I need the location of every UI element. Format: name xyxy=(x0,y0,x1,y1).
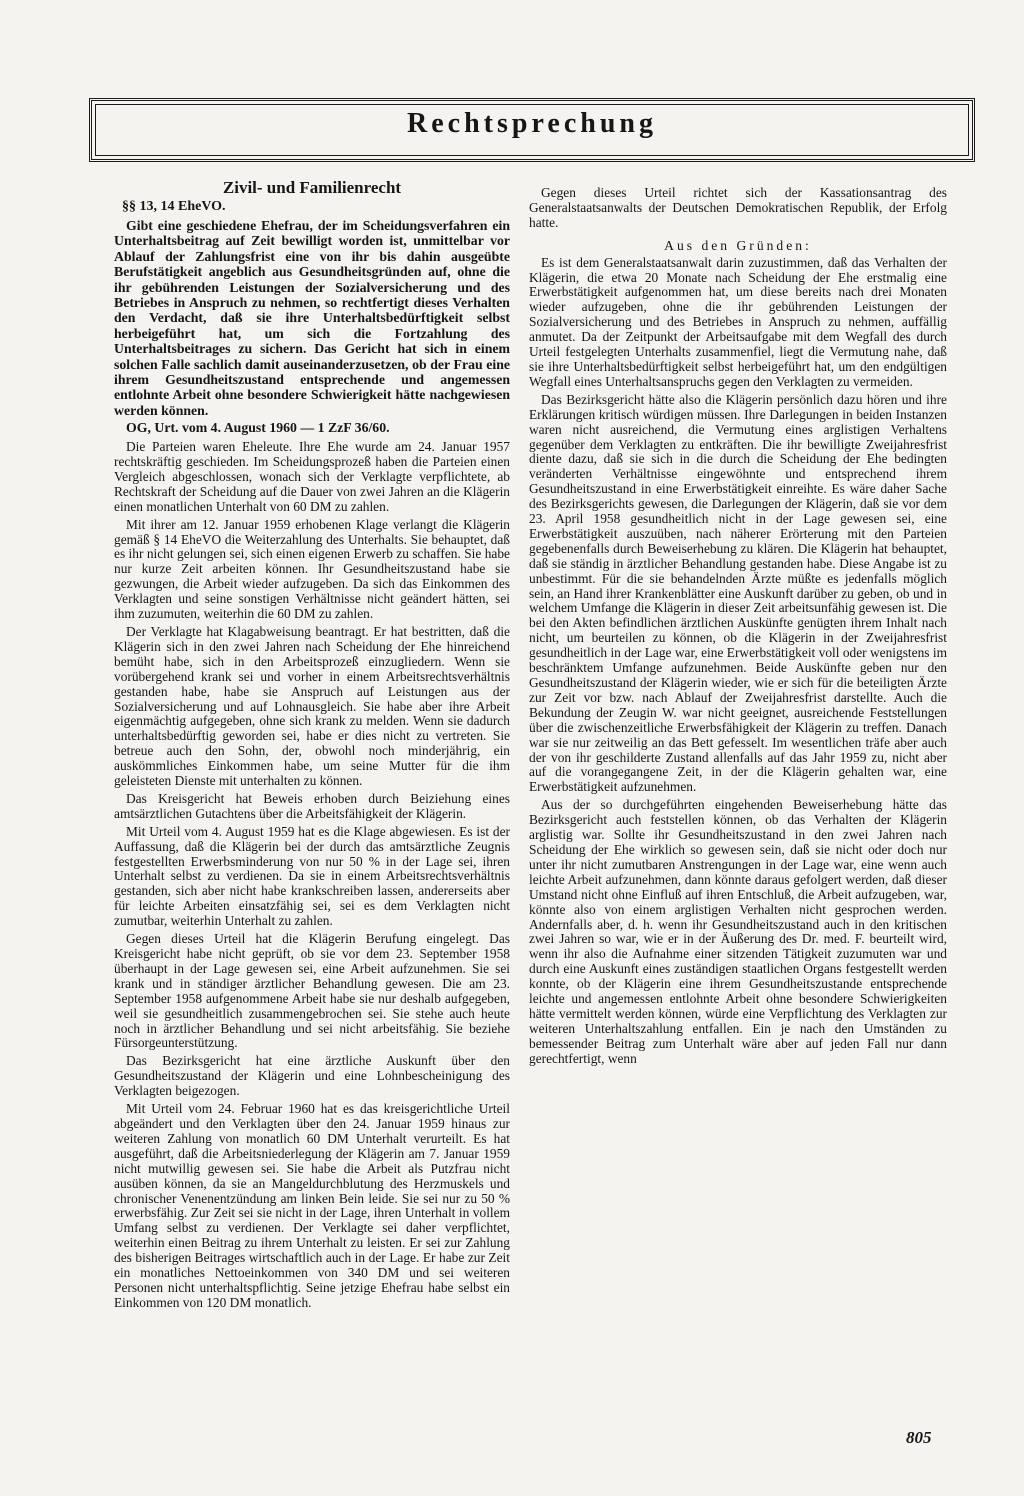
body-paragraph: Mit ihrer am 12. Januar 1959 erhobenen Klage verlangt die Klägerin gemäß § 14 EheVO die Weiterzahlung des Unterhalts. Sie behauptet, daß es ihr nicht gelungen sei, sich einen eigenen Erwerb zu schaffen. Sie habe nur kurze Zeit arbeiten können. Ihr Gesundheitszustand habe sie gezwungen, die Arbeit wieder aufzugeben. Da sich das Einkommen des Verklagten und seine sonstigen Verhältnisse nicht geändert hätten, sei ihm zuzumuten, weiterhin die 60 DM zu zahlen. xyxy=(114,516,510,622)
law-reference: §§ 13, 14 EheVO. xyxy=(122,199,226,214)
section-heading: Zivil- und Familienrecht xyxy=(222,178,402,197)
body-paragraph: Es ist dem Generalstaatsanwalt darin zuzustimmen, daß das Verhalten der Klägerin, die etwa 20 Monate nach Scheidung der Ehe erstmalig eine Erwerbstätigkeit aufgenommen hat, um diese bereits nach drei Monaten wieder aufzugeben, ohne die ihr gebührenden Leistungen der Sozialversicherung und des Betriebes in Anspruch zu nehmen, auffällig anmutet. Da der Zeitpunkt der Arbeitsaufgabe mit dem Wegfall des durch Urteil festgelegten Unterhalts zusammenfiel, liegt die Vermutung nahe, daß sie ihre Unterhaltsbedürftigkeit selbst herbeigeführt hat, um den endgültigen Wegfall eines Unterhaltsanspruchs gegen den Verklagten zu vermeiden. xyxy=(529,254,947,389)
body-paragraph: Mit Urteil vom 4. August 1959 hat es die Klage abgewiesen. Es ist der Auffassung, daß die Klägerin bei der durch das amtsärztliche Zeugnis festgestellten Erwerbsminderung von nur 50 % in der Lage sei, ihren Unterhalt selbst zu verdienen. Da sie in einem Arbeitsrechtsverhältnis gestanden, sich aber nicht habe krankschreiben lassen, andererseits aber für leichte Arbeiten einsatzfähig sei, sei es dem Verklagten nicht zumutbar, weiterhin Unterhalt zu zahlen. xyxy=(114,823,510,929)
body-paragraph: Gegen dieses Urteil hat die Klägerin Berufung eingelegt. Das Kreisgericht habe nicht geprüft, ob sie vor dem 23. September 1958 überhaupt in der Lage gewesen sei, eine Arbeit aufzunehmen. Sie sei krank und in ständiger ärztlicher Behandlung gewesen. Die am 23. September 1958 aufgenommene Arbeit habe sie nur deshalb aufgegeben, weil sie gesundheitlich zusammengebrochen sei. Sie stehe auch heute noch in ärztlicher Behandlung und sei nicht arbeitsfähig. Sie beziehe Fürsorgeunterstützung. xyxy=(114,931,510,1051)
grounds-heading: Aus den Gründen: xyxy=(664,237,812,253)
body-paragraph: Das Kreisgericht hat Beweis erhoben durch Beiziehung eines amtsärztlichen Gutachtens über die Arbeitsfähigkeit der Klägerin. xyxy=(114,790,510,821)
right-column xyxy=(529,186,947,1067)
left-column xyxy=(114,178,510,1311)
body-paragraph: Die Parteien waren Eheleute. Ihre Ehe wurde am 24. Januar 1957 rechtskräftig geschieden. Im Scheidungsprozeß haben die Parteien einen Vergleich abgeschlossen, wonach sich der Verklagte verpflichtete, ab Rechtskraft der Scheidung auf die Dauer von zwei Jahren an die Klägerin einen monatlichen Unterhalt von 60 DM zu zahlen. xyxy=(114,439,510,514)
body-paragraph: Der Verklagte hat Klagabweisung beantragt. Er hat bestritten, daß die Klägerin sich in den zwei Jahren nach Scheidung der Ehe hinreichend bemüht habe, sich in den Arbeitsprozeß einzugliedern. Wenn sie vorübergehend krank sei und vorher in einem Arbeitsrechtsverhältnis gestanden habe, habe sie Anspruch auf Leistungen aus der Sozialversicherung und auf Lohnausgleich. Sie habe aber ihre Arbeit eigenmächtig aufgegeben, ohne sich krank zu melden. Wenn sie dadurch unterhaltsbedürftig geworden sei, habe er dies nicht zu vertreten. Sie betreue auch den Sohn, der, obwohl noch minderjährig, ein auskömmliches Einkommen habe, um seine Mutter für die ihm geleisteten Dienste mit unterhalten zu können. xyxy=(114,623,510,789)
body-paragraph: Das Bezirksgericht hat eine ärztliche Auskunft über den Gesundheitszustand der Klägerin und eine Lohnbescheinigung des Verklagten beigezogen. xyxy=(114,1053,510,1099)
body-paragraph: Gegen dieses Urteil richtet sich der Kassationsantrag des Generalstaatsanwalts der Deutschen Demokratischen Republik, der Erfolg hatte. xyxy=(529,185,947,230)
body-paragraph: Aus der so durchgeführten eingehenden Beweiserhebung hätte das Bezirksgericht auch feststellen können, ob das Verhalten der Klägerin arglistig war. Sollte ihr Gesundheitszustand in den zwei Jahren nach Scheidung der Ehe wirklich so gewesen sein, daß sie nicht oder doch nur unter ihr nicht zumutbaren Anstrengungen in der Lage war, eine wenn auch leichte Arbeit aufzunehmen, dann könnte daraus gefolgert werden, daß dieser Umstand nicht ohne Einfluß auf ihren Entschluß, die Arbeit aufzugeben, war, könnte also von einem arglistigen Verhalten nicht gesprochen werden. Andernfalls aber, d. h. wenn ihr Gesundheitszustand auch in den kritischen zwei Jahren so war, wie er in der Äußerung des Dr. med. F. beurteilt wird, wenn ihr also die Aufnahme einer sitzenden Tätigkeit zuzumuten war und durch eine Auskunft eines zuständigen staatlichen Organs festgestellt werden konnte, ob der Klägerin eine ihrem Gesundheitszustande entsprechende leichte und angemessen entlohnte Arbeit ohne besondere Schwierigkeiten hätte vermittelt werden können, würde eine Verpflichtung des Verklagten zur weiteren Unterhaltszahlung entfallen. Ein je nach den Umständen zu bemessender Beitrag zum Unterhalt wäre aber auf jeden Fall nur dann gerechtfertigt, wenn xyxy=(529,797,947,1066)
body-paragraph: Mit Urteil vom 24. Februar 1960 hat es das kreisgerichtliche Urteil abgeändert und den Verklagten über den 24. Januar 1959 hinaus zur weiteren Zahlung von monatlich 60 DM Unterhalt verurteilt. Es hat ausgeführt, daß die Arbeitsniederlegung der Klägerin am 7. Januar 1959 nicht mutwillig gewesen sei. Sie habe die Arbeit als Putzfrau nicht ausüben können, da sie an Mangeldurchblutung des Herzmuskels und chronischer Venenentzündung am linken Bein leide. Sie sei nur zu 50 % erwerbsfähig. Zur Zeit sei sie nicht in der Lage, ihren Unterhalt in vollem Umfang selbst zu verdienen. Der Verklagte sei daher verpflichtet, weiterhin einen Beitrag zu ihrem Unterhalt zu leisten. Er sei zur Zahlung des bisherigen Beitrages wirtschaftlich auch in der Lage. Er habe zur Zeit ein monatliches Nettoeinkommen von 340 DM und sei weiteren Personen nicht unterhaltspflichtig. Seine jetzige Ehefrau habe selbst ein Einkommen von 120 DM monatlich. xyxy=(114,1101,510,1310)
court-citation: OG, Urt. vom 4. August 1960 — 1 ZzF 36/60. xyxy=(126,420,390,436)
page-title: Rechtsprechung xyxy=(407,108,657,139)
body-paragraph: Das Bezirksgericht hätte also die Klägerin persönlich dazu hören und ihre Erklärungen kritisch würdigen müssen. Ihre Darlegungen in beiden Instanzen waren nicht ausreichend, die Vermutung eines arglistigen Verhaltens gegenüber dem Verklagten zu entkräften. Die ihr bewilligte Zweijahresfrist diente dazu, daß sie sich in die durch die Scheidung der Ehe bedingten veränderten Verhältnisse eingewöhnte und entsprechend ihrem Gesundheitszustand in eine Erwerbstätigkeit einreihte. Es wäre daher Sache des Bezirksgerichts gewesen, die Darlegungen der Klägerin, daß sie vor dem 23. April 1958 gesundheitlich nicht in der Lage gewesen sei, eine Erwerbstätigkeit auszuüben, nach näherer Erörterung mit den Parteien gegebenenfalls durch Beweiserhebung zu klären. Die Klägerin hat behauptet, daß sie ständig in ärztlicher Behandlung gestanden habe. Diese Angabe ist zu unbestimmt. Für die sie behandelnden Ärzte müßte es jedenfalls möglich sein, an Hand ihrer Krankenblätter eine Auskunft darüber zu geben, ob und in welchem Umfange die Klägerin in dieser Zeit arbeitsunfähig gewesen ist. Die bei den Akten befindlichen ärztlichen Auskünfte genügten ihrem Inhalt nach nicht, um beurteilen zu können, ob die Klägerin in der Zweijahresfrist gesundheitlich in der Lage war, eine Erwerbstätigkeit voll oder wenigstens im beschränktem Umfange aufzunehmen. Beide Auskünfte geben nur den Gesundheitszustand der Klägerin wieder, wie er sich für die beteiligten Ärzte zur Zeit vor bzw. nach Ablauf der Zweijahresfrist darstellte. Auch die Bekundung der Zeugin W. war nicht geeignet, ausreichende Feststellungen über die zwischenzeitliche Erwerbsfähigkeit der Klägerin zu treffen. Danach war sie nur zeitweilig an das Bett gefesselt. Im wesentlichen träfe aber auch der von ihr geschilderte Zustand allenfalls auf das Jahr 1959 zu, nicht aber auf die vorangegangene Zeit, in der die Klägerin gehalten war, eine Erwerbstätigkeit aufzunehmen. xyxy=(529,391,947,795)
headnote: Gibt eine geschiedene Ehefrau, der im Scheidungsverfahren ein Unterhaltsbeitrag auf Zeit bewilligt worden ist, unmittelbar vor Ablauf der Zahlungsfrist eine von ihr bis dahin ausgeübte Berufstätigkeit angeblich aus Gesundheitsgründen auf, ohne die ihr gebührenden Leistungen der Sozialversicherung und des Betriebes in Anspruch zu nehmen, so rechtfertigt dieses Verhalten den Verdacht, daß sie ihre Unterhaltsbedürftigkeit selbst herbeigeführt hat, um sich die Fortzahlung des Unterhaltsbeitrages zu sichern. Das Gericht hat sich in einem solchen Falle sachlich damit auseinanderzusetzen, ob der Frau eine ihrem Gesundheitszustand entsprechende und angemessen entlohnte Arbeit ohne besondere Schwierigkeit hätte nachgewiesen werden können. xyxy=(114,217,510,418)
page-number: 805 xyxy=(906,1428,932,1447)
